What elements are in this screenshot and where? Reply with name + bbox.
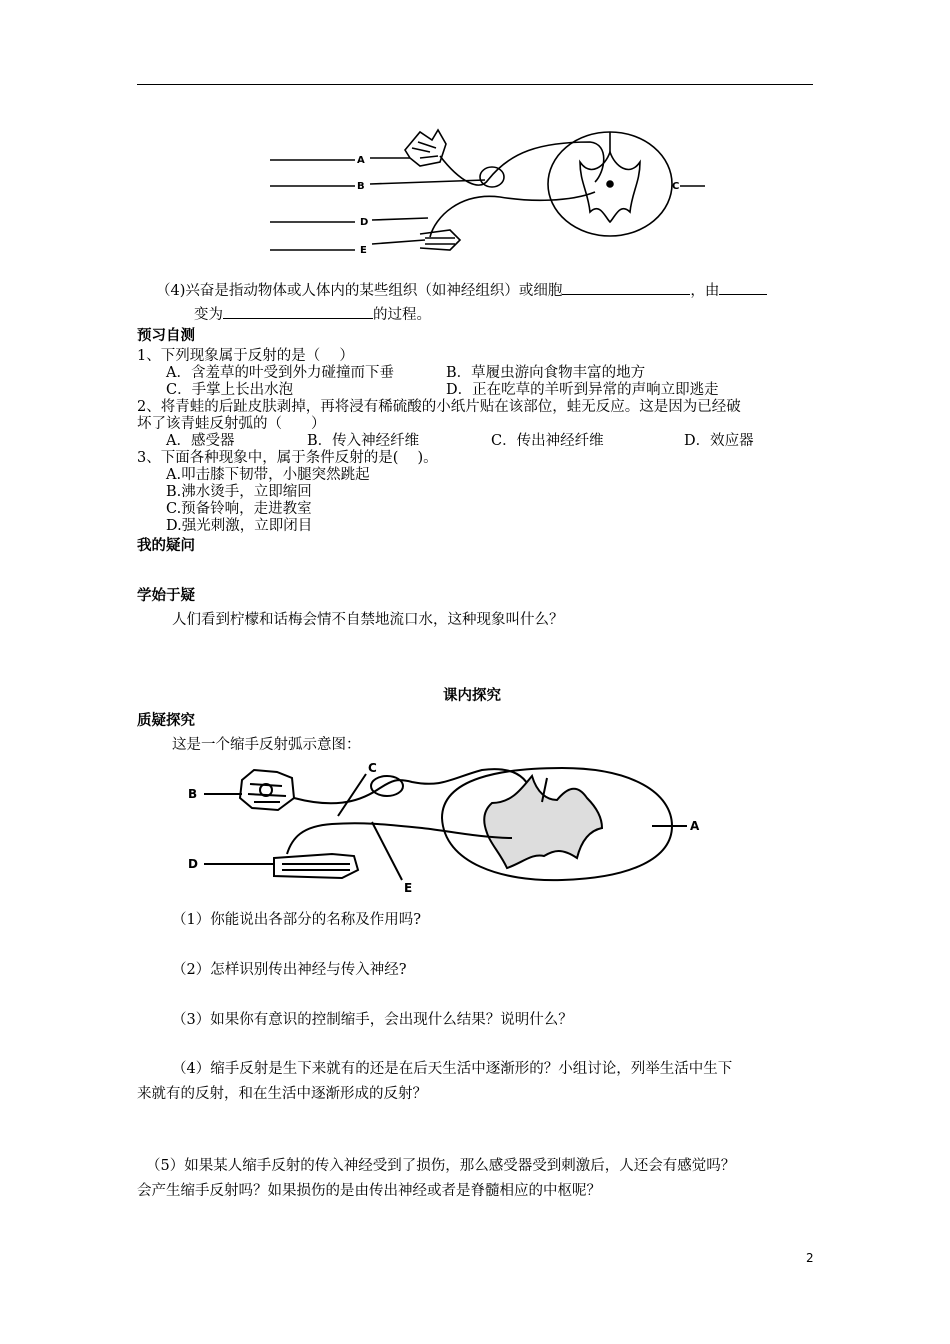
q4-text-b: ，由 [690, 283, 720, 299]
q4-blank-2[interactable] [719, 280, 767, 295]
reflex-arc-diagram-1 [260, 122, 720, 272]
explore-question-1: （1）你能说出各部分的名称及作用吗? [172, 912, 421, 928]
explore-question-4-line1: （4）缩手反射是生下来就有的还是在后天生活中逐渐形的？小组讨论，列举生活中生下 [172, 1061, 733, 1077]
diagram2-label-d: D [188, 857, 198, 871]
q4-line2 [194, 304, 431, 324]
diagram2-label-a: A [690, 819, 700, 833]
preview-q2-option-a: A．感受器 [166, 433, 235, 449]
section-title-class: 课内探究 [443, 688, 501, 704]
preview-q3-option-d: D.强光刺激，立即闭目 [166, 518, 313, 534]
q4-blank-1[interactable] [562, 280, 690, 295]
preview-q3-option-b: B.沸水烫手，立即缩回 [166, 484, 312, 500]
q4-text-a: （4)兴奋是指动物体或人体内的某些组织（如神经组织）或细胞 [156, 283, 563, 299]
diagram1-label-e: E [360, 245, 367, 256]
explore-question-2: （2）怎样识别传出神经与传入神经? [172, 962, 407, 978]
header-rule [137, 84, 813, 85]
section-title-learn: 学始于疑 [137, 588, 195, 604]
explore-question-3: （3）如果你有意识的控制缩手，会出现什么结果？说明什么？ [172, 1012, 573, 1028]
preview-q1-option-a: A．含羞草的叶受到外力碰撞而下垂 [166, 365, 394, 381]
explore-question-5-line2: 会产生缩手反射吗？如果损伤的是由传出神经或者是脊髓相应的中枢呢？ [137, 1183, 601, 1199]
explore-question-5-line1: （5）如果某人缩手反射的传入神经受到了损伤，那么感受器受到刺激后，人还会有感觉吗？ [146, 1158, 736, 1174]
preview-q3-option-c: C.预备铃响，走进教室 [166, 501, 312, 517]
preview-q2-option-c: C．传出神经纤维 [491, 433, 604, 449]
q4-text-c: 变为 [194, 307, 223, 323]
diagram1-label-b: B [357, 181, 365, 192]
diagram1-label-d: D [360, 217, 369, 228]
preview-q3-option-a: A.叩击膝下韧带，小腿突然跳起 [166, 467, 370, 483]
q4-line1 [156, 280, 767, 300]
section-title-explore: 质疑探究 [137, 713, 195, 729]
preview-q2-line2: 坏了该青蛙反射弧的（ ） [137, 416, 326, 432]
preview-q3: 3、下面各种现象中，属于条件反射的是( )。 [137, 450, 438, 466]
explore-intro: 这是一个缩手反射弧示意图： [172, 737, 361, 753]
diagram2-label-e: E [404, 881, 413, 895]
diagram2-label-b: B [188, 787, 198, 801]
preview-q2-line1: 2、将青蛙的后趾皮肤剥掉，再将浸有稀硫酸的小纸片贴在该部位，蛙无反应。这是因为已经破 [137, 399, 741, 415]
preview-q1-option-c: C．手掌上长出水泡 [166, 382, 294, 398]
preview-q1-option-d: D．正在吃草的羊听到异常的声响立即逃走 [446, 382, 719, 398]
preview-q1: 1、下列现象属于反射的是（ ） [137, 348, 354, 364]
reflex-arc-diagram-2 [182, 758, 722, 898]
preview-q2-option-d: D．效应器 [684, 433, 754, 449]
preview-q2-option-b: B．传入神经纤维 [307, 433, 420, 449]
diagram1-label-a: A [357, 155, 365, 166]
preview-q1-option-b: B．草履虫游向食物丰富的地方 [446, 365, 646, 381]
section-title-doubt: 我的疑问 [137, 538, 195, 554]
q4-blank-3[interactable] [223, 304, 373, 319]
explore-question-4-line2: 来就有的反射，和在生活中逐渐形成的反射？ [137, 1086, 427, 1102]
diagram1-label-c: C [672, 181, 680, 192]
q4-text-d: 的过程。 [373, 307, 431, 323]
learn-question: 人们看到柠檬和话梅会情不自禁地流口水，这种现象叫什么？ [172, 612, 564, 628]
page-number: 2 [806, 1251, 814, 1265]
section-title-preview: 预习自测 [137, 328, 195, 344]
diagram2-label-c: C [368, 761, 377, 775]
